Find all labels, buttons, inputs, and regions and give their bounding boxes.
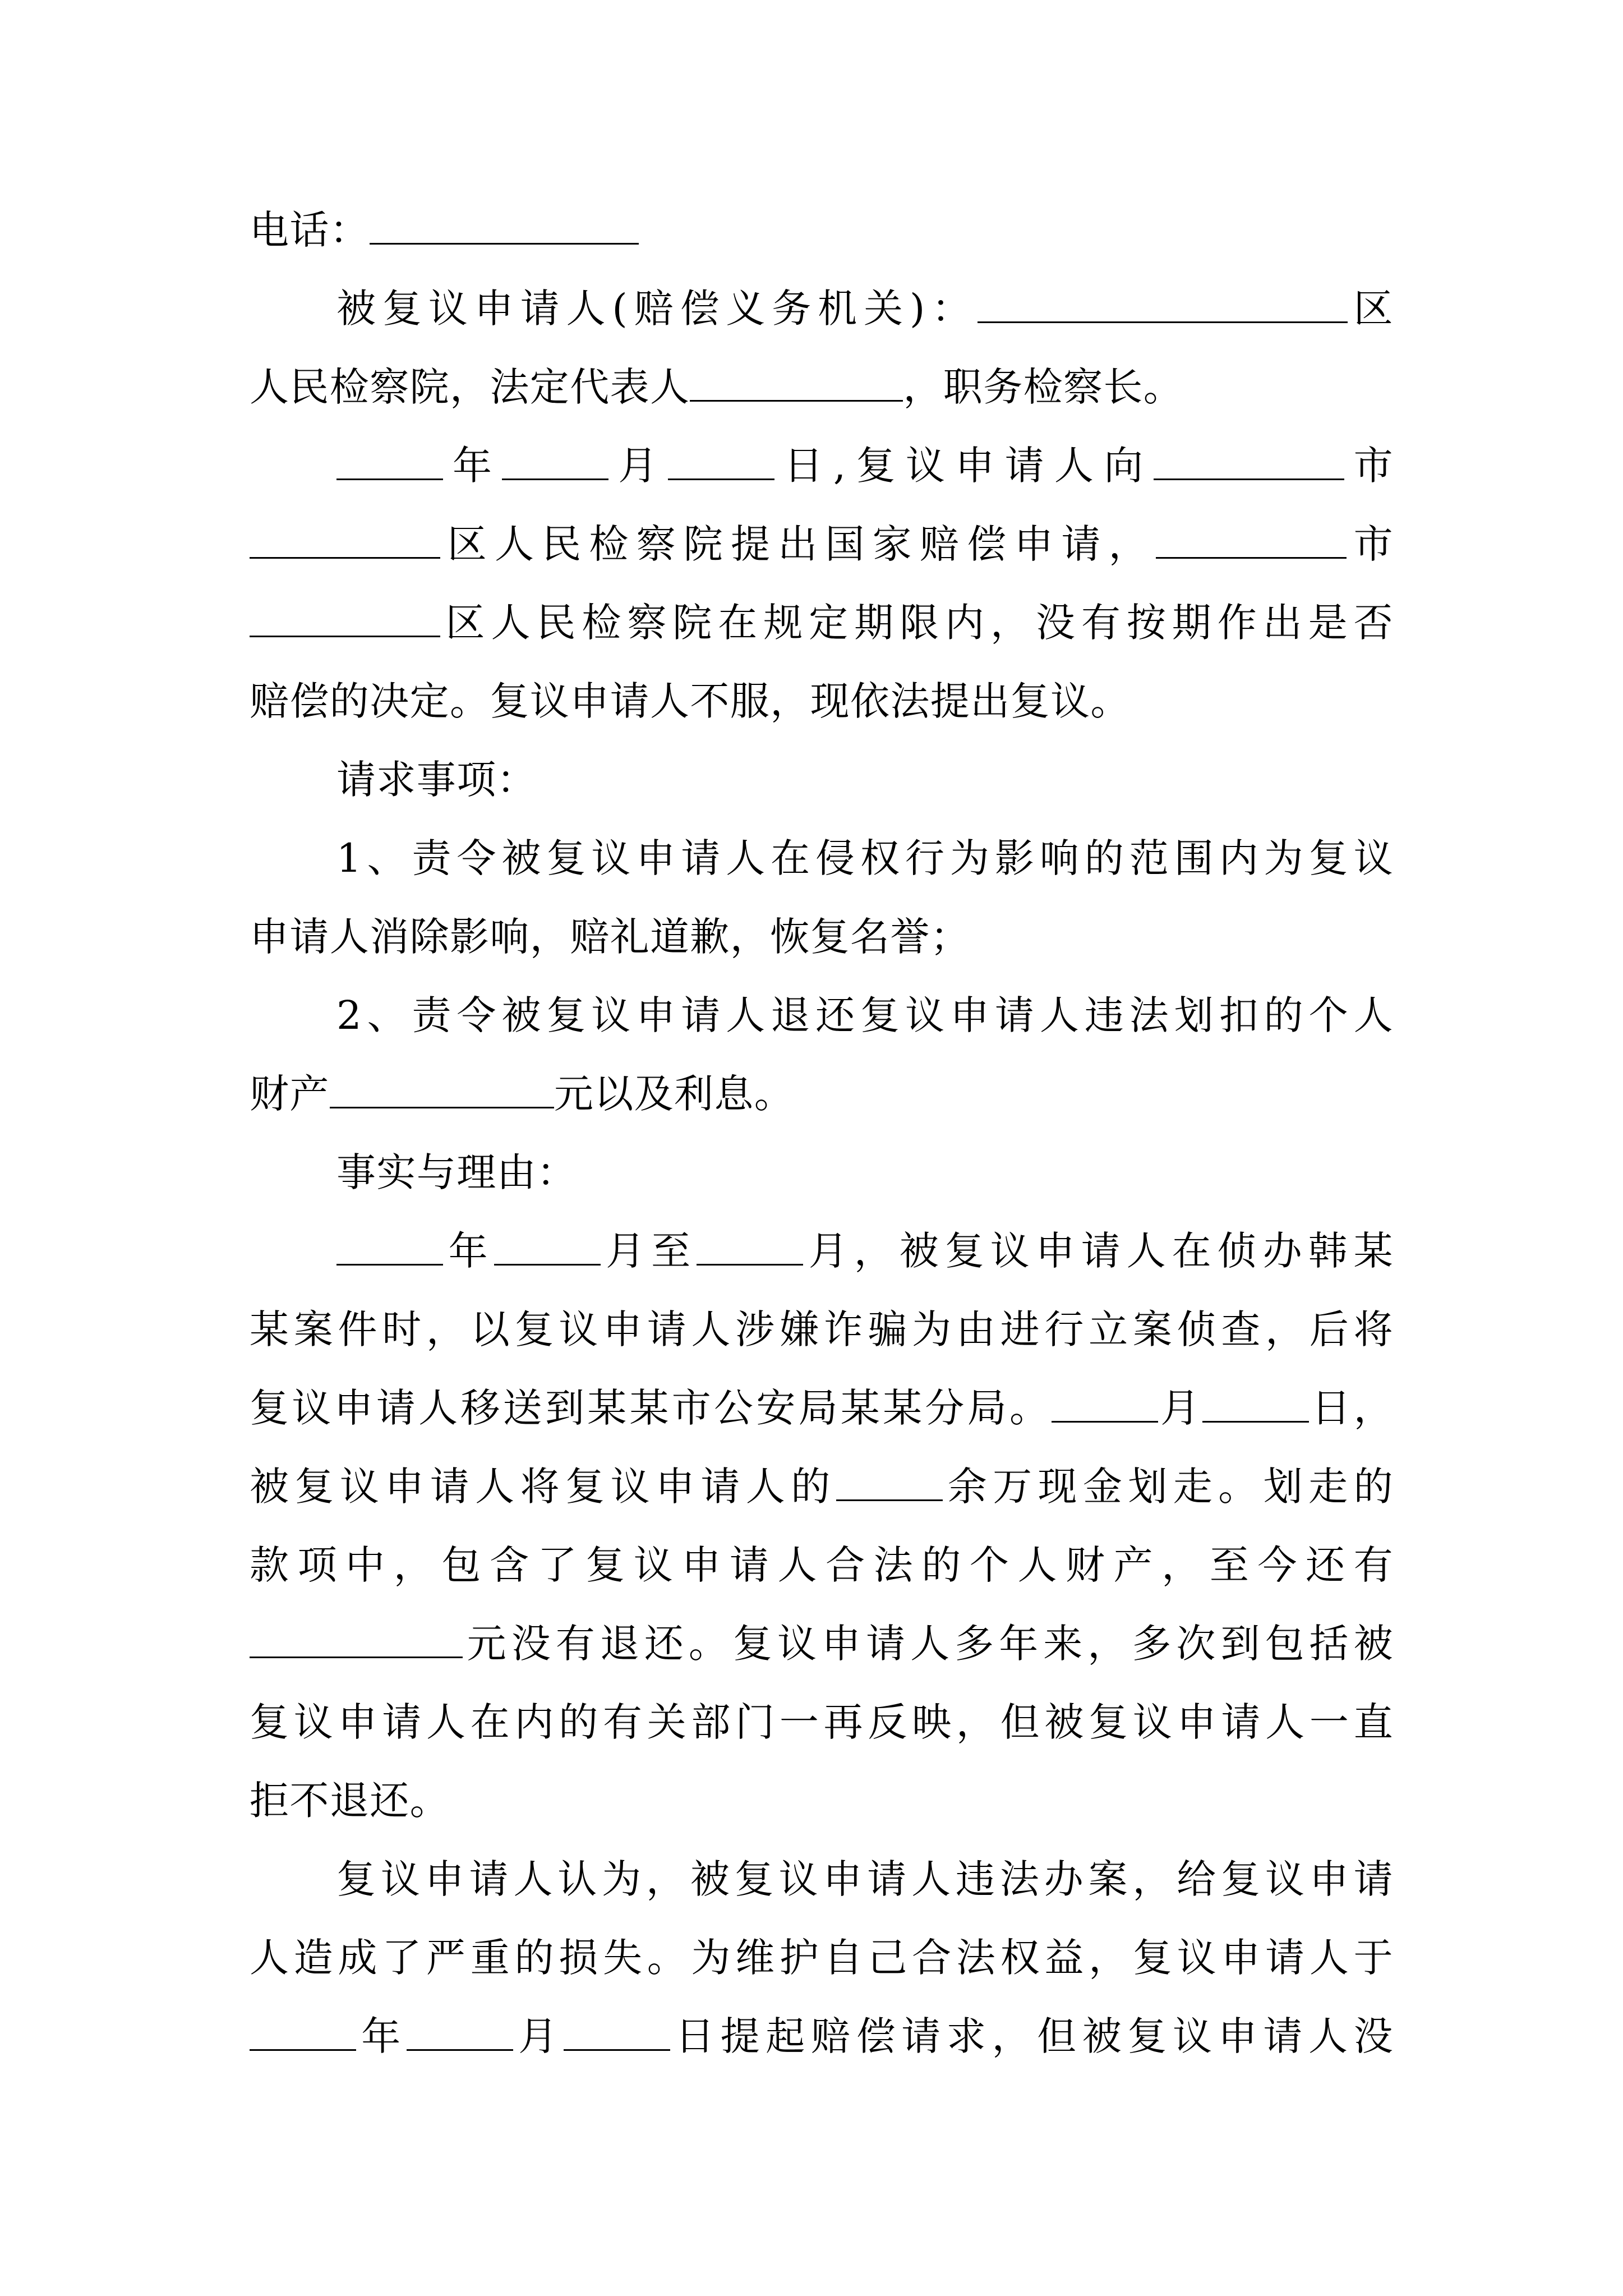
facts-month-blank-2 bbox=[697, 1223, 803, 1266]
facts-line-3 bbox=[250, 1377, 1394, 1439]
procuratorate-failed-line bbox=[250, 592, 1394, 654]
cash-amount-blank bbox=[836, 1459, 943, 1501]
district-blank-1 bbox=[250, 517, 440, 559]
claims-heading: 请求事项： bbox=[336, 757, 537, 803]
amount-blank bbox=[330, 1066, 554, 1108]
respondent-district-blank bbox=[978, 281, 1348, 323]
claim-2-line-1: 2、责令被复议申请人退还复议申请人违法划扣的个人 bbox=[336, 992, 1394, 1038]
respondent-line bbox=[336, 278, 1394, 339]
facts-month-to: 月至 bbox=[600, 1228, 697, 1274]
facts-month-label: 月 bbox=[1158, 1385, 1203, 1431]
facts-line-6 bbox=[250, 1613, 1394, 1674]
district-char: 区 bbox=[1348, 286, 1394, 332]
facts-line-1 bbox=[336, 1220, 1394, 1282]
district-failed-text: 区人民检察院在规定期限内，没有按期作出是否 bbox=[440, 600, 1394, 646]
facts-line-5: 款项中，包含了复议申请人合法的个人财产，至今还有 bbox=[250, 1542, 1394, 1588]
facts-line-8: 拒不退还。 bbox=[250, 1778, 450, 1824]
city-char-2: 市 bbox=[1346, 521, 1394, 567]
title-post-text: ，职务检察长。 bbox=[903, 364, 1184, 410]
facts-line-4-tail: 余万现金划走。划走的 bbox=[942, 1464, 1394, 1510]
district-blank-2 bbox=[250, 595, 440, 637]
reason-line-1: 复议申请人认为，被复议申请人违法办案，给复议申请 bbox=[336, 1856, 1394, 1902]
claim-1-line-2: 申请人消除影响，赔礼道歉，恢复名誉； bbox=[250, 914, 971, 960]
claim-day-blank bbox=[564, 2009, 670, 2051]
claim-year-label: 年 bbox=[356, 2013, 407, 2059]
procuratorate-applied-line bbox=[250, 513, 1394, 575]
phone-line bbox=[250, 199, 1394, 261]
facts-line-2: 某案件时，以复议申请人涉嫌诈骗为由进行立案侦查，后将 bbox=[250, 1306, 1394, 1352]
facts-line-6-tail: 元没有退还。复议申请人多年来，多次到包括被 bbox=[463, 1621, 1394, 1667]
facts-line-3-head: 复议申请人移送到某某市公安局某某分局。 bbox=[250, 1385, 1052, 1431]
not-decided-line: 赔偿的决定。复议申请人不服，现依法提出复议。 bbox=[250, 678, 1131, 724]
city-char: 市 bbox=[1344, 443, 1394, 489]
claim-day-tail: 日提起赔偿请求，但被复议申请人没 bbox=[670, 2013, 1394, 2059]
facts-line-4-head: 被复议申请人将复议申请人的 bbox=[250, 1464, 836, 1510]
facts-line-1-tail: 被复议申请人在侦办韩某 bbox=[899, 1228, 1394, 1274]
facts-month-blank-3 bbox=[1052, 1381, 1158, 1423]
claim-2-line-2 bbox=[250, 1063, 1394, 1125]
application-date-line bbox=[336, 435, 1394, 496]
applied-to-text: 复议申请人向 bbox=[846, 443, 1154, 489]
respondent-line-2 bbox=[250, 356, 1394, 418]
facts-month-blank bbox=[494, 1223, 601, 1266]
respondent-line2-text: 人民检察院，法定代表人 bbox=[250, 364, 690, 410]
facts-line-7: 复议申请人在内的有关部门一再反映，但被复议申请人一直 bbox=[250, 1699, 1394, 1745]
facts-line-4 bbox=[250, 1456, 1394, 1517]
claim-2-post: 元以及利息。 bbox=[554, 1071, 795, 1117]
unreturned-amount-blank bbox=[250, 1616, 463, 1658]
claim-month-blank bbox=[407, 2009, 513, 2051]
day-label: 日, bbox=[774, 443, 847, 489]
legal-rep-blank bbox=[690, 360, 903, 402]
reason-line-2: 人造成了严重的损失。为维护自己合法权益，复议申请人于 bbox=[250, 1935, 1394, 1981]
day-blank bbox=[668, 438, 774, 480]
city-blank bbox=[1154, 438, 1344, 480]
claim-1-line-1: 1、责令被复议申请人在侵权行为影响的范围内为复议 bbox=[336, 835, 1394, 881]
city-blank-2 bbox=[1156, 517, 1347, 559]
respondent-label: 被复议申请人(赔偿义务机关)： bbox=[336, 286, 978, 332]
facts-year-label: 年 bbox=[443, 1228, 494, 1274]
phone-blank bbox=[370, 203, 639, 245]
reason-line-3 bbox=[250, 2005, 1394, 2067]
facts-month-comma: 月， bbox=[803, 1228, 900, 1274]
year-blank bbox=[336, 438, 443, 480]
claim-2-pre: 财产 bbox=[250, 1071, 330, 1117]
claim-year-blank bbox=[250, 2009, 356, 2051]
facts-day-label: 日， bbox=[1309, 1385, 1394, 1431]
year-label: 年 bbox=[443, 443, 502, 489]
facts-day-blank bbox=[1202, 1381, 1309, 1423]
district-applied-text: 区人民检察院提出国家赔偿申请， bbox=[440, 521, 1156, 567]
facts-heading: 事实与理由： bbox=[336, 1149, 577, 1195]
month-label: 月 bbox=[608, 443, 668, 489]
month-blank bbox=[502, 438, 608, 480]
facts-year-blank bbox=[336, 1223, 443, 1266]
claim-month-label: 月 bbox=[513, 2013, 564, 2059]
phone-label: 电话： bbox=[250, 207, 370, 253]
